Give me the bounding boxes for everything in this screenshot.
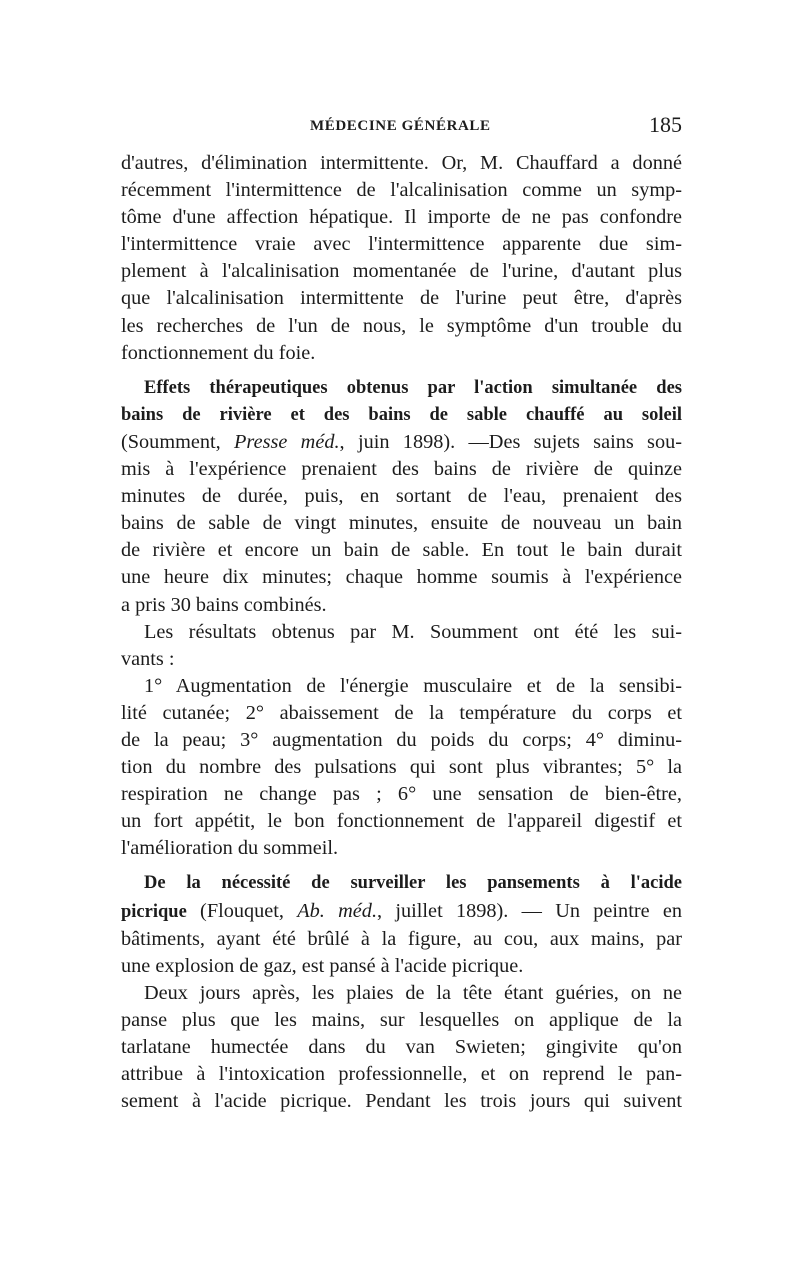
text-line: vants :	[121, 647, 175, 670]
text-line: bains de sable de vingt minutes, ensuite de nouveau un bain	[121, 512, 682, 535]
text-line: mis à l'expérience prenaient des bains de rivière de quinze	[121, 458, 682, 481]
text-line: minutes de durée, puis, en sortant de l'eau, prenaient des	[121, 485, 682, 508]
section-heading: bains de rivière et des bains de sable chauffé au soleil	[121, 404, 682, 425]
citation-author: (Flouquet,	[186, 899, 298, 922]
text-line: tarlatane humectée dans du van Swieten; gingivite qu'on	[121, 1036, 682, 1058]
text-line: attribue à l'intoxication professionnelle, et on reprend le pan-	[121, 1063, 682, 1086]
text-line: Les résultats obtenus par M. Soumment ont été les sui-	[144, 620, 682, 643]
section-heading: De la nécessité de surveiller les pansements à l'acide	[144, 873, 682, 894]
text-line: une explosion de gaz, est pansé à l'acide picrique.	[121, 954, 524, 977]
paragraph-1	[121, 150, 682, 367]
text-line: d'autres, d'élimination intermittente. Or, M. Chauffard a donné	[121, 152, 682, 174]
text-line: tôme d'une affection hépatique. Il importe de ne pas confondre	[121, 206, 682, 229]
citation-journal: Presse méd.	[234, 430, 340, 453]
text-line: tion du nombre des pulsations qui sont plus vibrantes; 5° la	[121, 756, 682, 779]
text-line: l'intermittence vraie avec l'intermittence apparente due sim-	[121, 233, 682, 256]
citation-author: (Soumment,	[121, 430, 235, 453]
text-line: 1° Augmentation de l'énergie musculaire et de la sensibi-	[144, 674, 682, 697]
text-line: lité cutanée; 2° abaissement de la température du corps et	[121, 701, 682, 724]
text-line: plement à l'alcalinisation momentanée de l'urine, d'autant plus	[121, 260, 682, 283]
text-line: fonctionnement du foie.	[121, 341, 316, 364]
text-line: bâtiments, ayant été brûlé à la figure, au cou, aux mains, par	[121, 927, 682, 950]
text-line: de la peau; 3° augmentation du poids du corps; 4° diminu-	[121, 728, 682, 751]
page-number: 185	[649, 112, 682, 137]
section-heading: Effets thérapeutiques obtenus par l'action simultanée des	[144, 377, 682, 398]
paragraph-results-list	[121, 673, 682, 863]
citation-line	[121, 898, 682, 926]
section-effets-therapeutiques	[121, 375, 682, 619]
text-line: a pris 30 bains combinés.	[121, 593, 327, 616]
running-head	[120, 112, 682, 142]
text-line: un fort appétit, le bon fonctionnement de l'appareil digestif et	[121, 810, 682, 833]
text-line: une heure dix minutes; chaque homme soumis à l'expérience	[121, 566, 682, 589]
citation-date: , juillet 1898). — Un peintre en	[377, 899, 683, 922]
text-line: sement à l'acide picrique. Pendant les trois jours qui suivent	[121, 1090, 682, 1113]
citation-journal: Ab. méd.	[297, 899, 378, 922]
section-pansements-acide-picrique	[121, 870, 682, 979]
body-text	[121, 150, 682, 1115]
text-line: récemment l'intermittence de l'alcalinisation comme un symp-	[121, 179, 682, 202]
text-line: panse plus que les mains, sur lesquelles on applique de la	[121, 1008, 682, 1031]
text-line: que l'alcalinisation intermittente de l'urine peut être, d'après	[121, 287, 682, 310]
text-line: Deux jours après, les plaies de la tête étant guéries, on ne	[144, 981, 682, 1004]
section-heading-end: picrique	[121, 901, 187, 922]
paragraph-resultats	[121, 619, 682, 673]
running-head-title: MÉDECINE GÉNÉRALE	[310, 118, 491, 134]
citation-line	[121, 429, 682, 456]
paragraph-deux-jours-apres	[121, 980, 682, 1115]
text-line: les recherches de l'un de nous, le symptôme d'un trouble du	[121, 314, 682, 337]
text-line: l'amélioration du sommeil.	[121, 837, 339, 860]
citation-date: , juin 1898). —Des sujets sains sou-	[339, 430, 682, 453]
text-line: respiration ne change pas ; 6° une sensation de bien-être,	[121, 783, 682, 806]
text-line: de rivière et encore un bain de sable. En tout le bain durait	[121, 539, 682, 562]
